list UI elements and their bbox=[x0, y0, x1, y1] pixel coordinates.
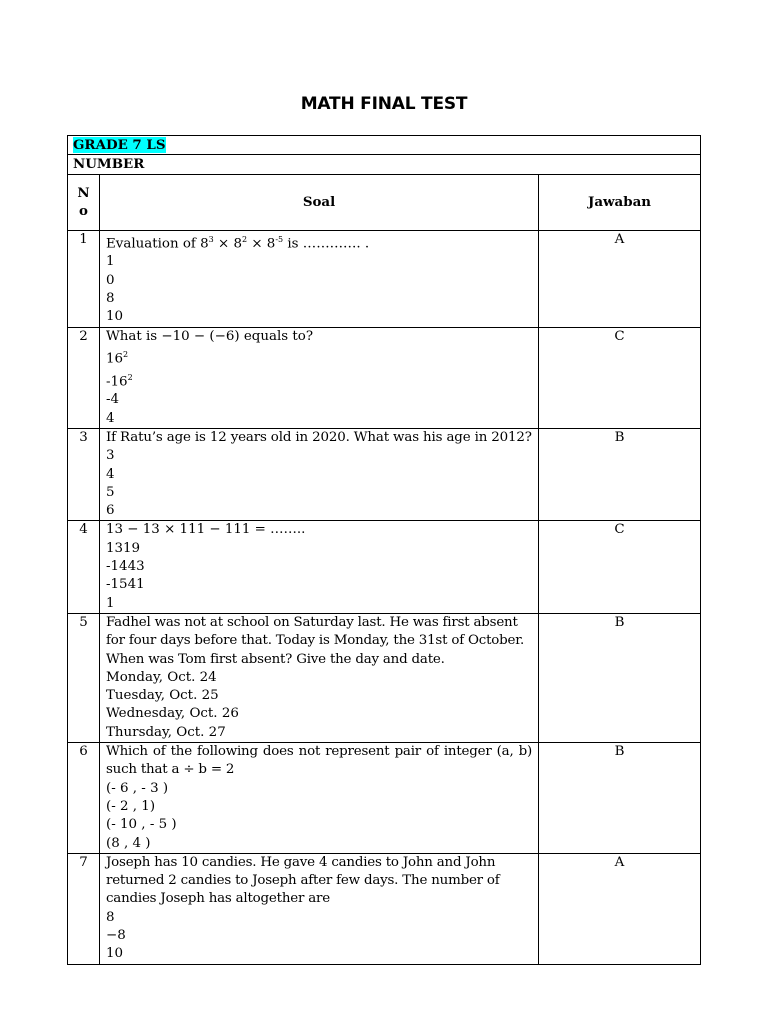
section-label: NUMBER bbox=[68, 155, 701, 174]
question-number: 5 bbox=[68, 613, 100, 742]
answer: B bbox=[539, 613, 701, 742]
question-stem: Joseph has 10 candies. He gave 4 candies to John and John returned 2 candies to Joseph after few days. The number of candies Joseph has altogether are bbox=[106, 854, 500, 907]
question-number: 4 bbox=[68, 521, 100, 613]
question-table bbox=[67, 135, 701, 965]
option: 1 bbox=[106, 595, 115, 611]
option: -1443 bbox=[106, 559, 145, 575]
option: 3 bbox=[106, 448, 115, 464]
header-jawaban: Jawaban bbox=[539, 174, 701, 230]
option: 8 bbox=[106, 909, 115, 925]
answer: B bbox=[539, 743, 701, 854]
question-stem: What is −10 − (−6) equals to? bbox=[106, 328, 313, 344]
question-stem: Fadhel was not at school on Saturday last. He was first absent for four days before that. Today is Monday, the 31st of October. When was Tom first absent? Give the day and date. bbox=[106, 614, 525, 667]
header-row bbox=[68, 174, 701, 230]
question-stem: Evaluation of $8^3 \times 8^2 \times 8^{-5}$ is …………. . bbox=[106, 234, 370, 252]
table-row bbox=[68, 613, 701, 742]
answer: B bbox=[539, 428, 701, 520]
option: −8 bbox=[106, 927, 126, 943]
answer: C bbox=[539, 521, 701, 613]
question-cell bbox=[100, 743, 539, 854]
question-cell bbox=[100, 428, 539, 520]
answer: A bbox=[539, 230, 701, 327]
question-number: 2 bbox=[68, 327, 100, 428]
option: Monday, Oct. 24 bbox=[106, 669, 217, 685]
table-row bbox=[68, 230, 701, 327]
option: (- 6 , - 3 ) bbox=[106, 780, 169, 796]
question-cell bbox=[100, 853, 539, 964]
option: (- 10 , - 5 ) bbox=[106, 817, 177, 833]
option: 10 bbox=[106, 946, 124, 962]
question-stem: 13 − 13 × 111 − 111 = …….. bbox=[106, 522, 306, 538]
header-no: N o bbox=[68, 174, 100, 230]
option: 4 bbox=[106, 410, 115, 426]
question-cell bbox=[100, 521, 539, 613]
option: -4 bbox=[106, 392, 120, 408]
option: Thursday, Oct. 27 bbox=[106, 724, 226, 740]
answer: A bbox=[539, 853, 701, 964]
option: $-16^2$ bbox=[106, 372, 133, 390]
question-number: 6 bbox=[68, 743, 100, 854]
option: 5 bbox=[106, 484, 115, 500]
question-stem: Which of the following does not represent pair of integer (a, b) such that a ÷ b = 2 bbox=[106, 744, 532, 778]
option: (- 2 , 1) bbox=[106, 798, 156, 814]
header-soal: Soal bbox=[100, 174, 539, 230]
option: 6 bbox=[106, 503, 115, 519]
option: -1541 bbox=[106, 577, 145, 593]
option: Wednesday, Oct. 26 bbox=[106, 706, 239, 722]
option: Tuesday, Oct. 25 bbox=[106, 688, 219, 704]
table-row bbox=[68, 743, 701, 854]
question-number: 3 bbox=[68, 428, 100, 520]
option: 1319 bbox=[106, 540, 141, 556]
table-row bbox=[68, 327, 701, 428]
option: 4 bbox=[106, 466, 115, 482]
table-row bbox=[68, 521, 701, 613]
question-cell bbox=[100, 230, 539, 327]
table-row bbox=[68, 428, 701, 520]
question-cell bbox=[100, 327, 539, 428]
section-row bbox=[68, 155, 701, 174]
option: 1 bbox=[106, 254, 115, 270]
option: 10 bbox=[106, 309, 124, 325]
page-title: MATH FINAL TEST bbox=[300, 94, 468, 114]
answer: C bbox=[539, 327, 701, 428]
option: 8 bbox=[106, 290, 115, 306]
question-stem: If Ratu’s age is 12 years old in 2020. What was his age in 2012? bbox=[106, 429, 532, 445]
grade-label: GRADE 7 LS bbox=[73, 137, 166, 153]
question-cell bbox=[100, 613, 539, 742]
question-number: 1 bbox=[68, 230, 100, 327]
option: $16^2$ bbox=[106, 349, 129, 367]
option: 0 bbox=[106, 272, 115, 288]
grade-row bbox=[68, 136, 701, 155]
table-row bbox=[68, 853, 701, 964]
option: (8 , 4 ) bbox=[106, 835, 151, 851]
question-number: 7 bbox=[68, 853, 100, 964]
